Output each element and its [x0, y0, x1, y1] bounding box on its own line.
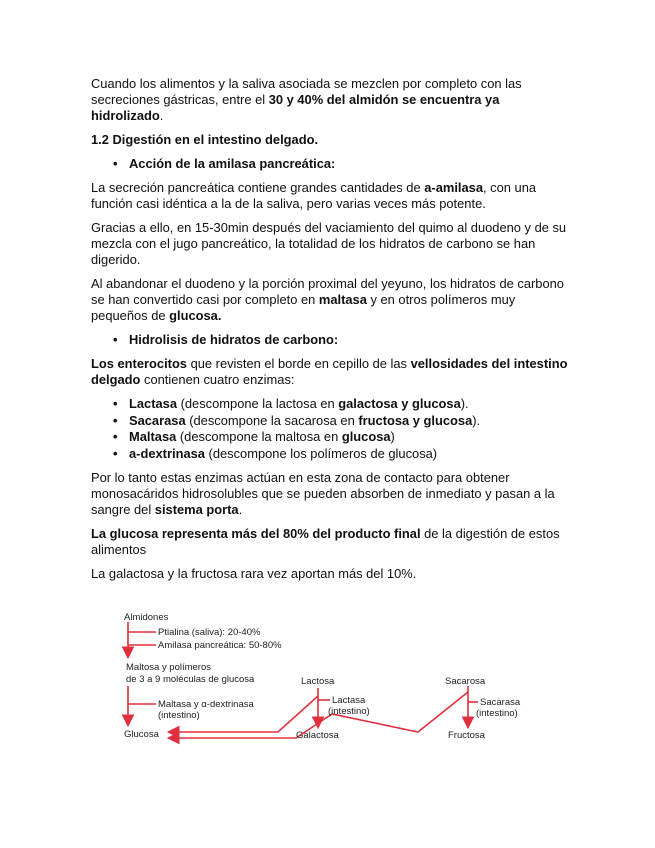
label-amilasa: Amilasa pancreática: 50-80% — [158, 640, 282, 651]
label-ptialina: Ptialina (saliva): 20-40% — [158, 627, 261, 638]
carbohydrate-digestion-diagram — [118, 606, 521, 746]
paragraph-digestion-time: Gracias a ello, en 15-30min después del vaciamiento del quimo al duodeno y de su mezcla con el jugo pancreático, la totalidad de los hidratos de carbono se han digerido. — [91, 220, 567, 267]
document-page — [91, 76, 571, 590]
diagram-svg — [118, 606, 521, 746]
paragraph-pancreatic-secretion: La secreción pancreática contiene grandes cantidades de a-amilasa, con una función casi idéntica a la de la saliva, pero varias veces más potente. — [91, 180, 537, 211]
paragraph-galactose-fructose: La galactosa y la fructosa rara vez aportan más del 10%. — [91, 566, 417, 581]
label-maltosa-line2: de 3 a 9 moléculas de glucosa — [126, 674, 255, 685]
paragraph-portal-system: Por lo tanto estas enzimas actúan en esta zona de contacto para obtener monosacáridos hidrosolubles que se pueden absorben de inmediato y pasan a la sangre del sistema porta. — [91, 470, 555, 517]
label-fructosa: Fructosa — [448, 730, 485, 741]
list-item: • Sacarasa (descompone la sacarosa en fructosa y glucosa). — [91, 413, 571, 430]
section-heading: 1.2 Digestión en el intestino delgado. — [91, 132, 319, 147]
label-glucosa: Glucosa — [124, 729, 159, 740]
label-sacarasa-line1: Sacarasa — [480, 697, 521, 708]
bullet-heading-hydrolysis: • Hidrolisis de hidratos de carbono: — [91, 332, 571, 348]
label-maltosa-line1: Maltosa y polímeros — [126, 662, 212, 673]
label-lactasa-line1: Lactasa — [332, 695, 366, 706]
list-item: • a-dextrinasa (descompone los polímeros de glucosa) — [91, 446, 571, 463]
paragraph-gastric: Cuando los alimentos y la saliva asociada se mezclen por completo con las secreciones gástricas, entre el 30 y 40% del almidón se encuentra ya hidrolizado. — [91, 76, 522, 123]
enzyme-list — [91, 396, 571, 462]
paragraph-enterocytes: Los enterocitos que revisten el borde en cepillo de las vellosidades del intestino delgado contienen cuatro enzimas: — [91, 356, 568, 387]
label-maltasa-line1: Maltasa y α-dextrinasa — [158, 699, 254, 710]
diagram-labels — [124, 612, 521, 741]
label-almidones: Almidones — [124, 612, 169, 623]
label-sacarosa: Sacarosa — [445, 676, 486, 687]
label-lactasa-line2: (intestino) — [328, 706, 370, 717]
label-lactosa: Lactosa — [301, 676, 335, 687]
paragraph-glucose-share: La glucosa representa más del 80% del producto final de la digestión de estos alimentos — [91, 526, 560, 557]
list-item: • Maltasa (descompone la maltosa en glucosa) — [91, 429, 571, 446]
label-sacarasa-line2: (intestino) — [476, 708, 518, 719]
bullet-heading-amylase: • Acción de la amilasa pancreática: — [91, 156, 571, 172]
label-galactosa: Galactosa — [296, 730, 339, 741]
label-maltasa-line2: (intestino) — [158, 710, 200, 721]
list-item: • Lactasa (descompone la lactosa en galactosa y glucosa). — [91, 396, 571, 413]
paragraph-duodenum: Al abandonar el duodeno y la porción proximal del yeyuno, los hidratos de carbono se han convertido casi por completo en maltasa y en otros polímeros muy pequeños de glucosa. — [91, 276, 564, 323]
